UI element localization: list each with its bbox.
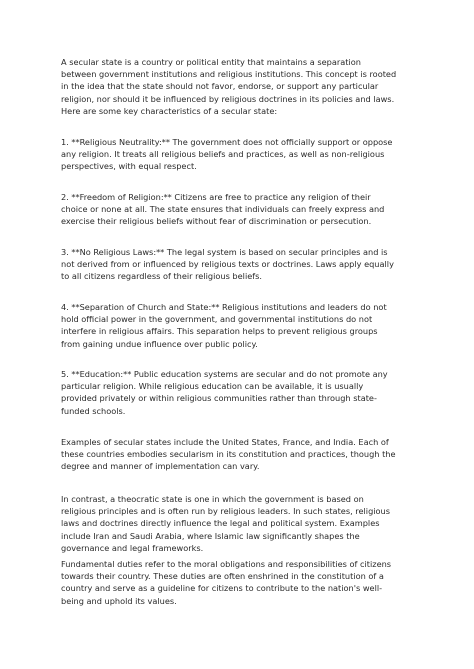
examples-paragraph: Examples of secular states include the United States, France, and India. Each of these countries embodies secularism in its constitution and practices, though the degree and manner of implementation can vary. — [61, 437, 396, 472]
point-no-religious-laws: 3. **No Religious Laws:** The legal system is based on secular principles and is not derived from or influenced by religious texts or doctrines. Laws apply equally to all citizens regardless of their religious beliefs. — [61, 247, 394, 282]
point-separation-church-state: 4. **Separation of Church and State:** Religious institutions and leaders do not hold official power in the government, and governmental institutions do not interfere in religious affairs. This separation helps to prevent religious groups from gaining undue influence over public policy. — [61, 302, 387, 349]
fundamental-duties-paragraph: Fundamental duties refer to the moral obligations and responsibilities of citizens towards their country. These duties are often enshrined in the constitution of a country and serve as a guideline for citizens to contribute to the nation's well- being and uphold its values. — [61, 559, 392, 606]
point-religious-neutrality: 1. **Religious Neutrality:** The government does not officially support or oppose any religion. It treats all religious beliefs and practices, as well as non-religious perspectives, with equal respect. — [61, 137, 393, 172]
theocratic-paragraph: In contrast, a theocratic state is one in which the government is based on religious principles and is often run by religious leaders. In such states, religious laws and doctrines directly influence the legal and political system. Examples include Iran and Saudi Arabia, where Islamic law significantly shapes the governance and legal frameworks. — [61, 494, 391, 553]
point-education: 5. **Education:** Public education systems are secular and do not promote any particular religion. While religious education can be available, it is usually provided privately or within religious communities rather than through state- funded schools. — [61, 369, 388, 416]
point-freedom-of-religion: 2. **Freedom of Religion:** Citizens are free to practice any religion of their choice or none at all. The state ensures that individuals can freely express and exercise their religious beliefs without fear of discrimination or persecution. — [61, 192, 385, 227]
intro-paragraph: A secular state is a country or political entity that maintains a separation between government institutions and religious institutions. This concept is rooted in the idea that the state should not favor, endorse, or support any particular religion, nor should it be influenced by religious doctrines in its policies and laws. Here are some key characteristics of a secular state: — [61, 57, 397, 116]
